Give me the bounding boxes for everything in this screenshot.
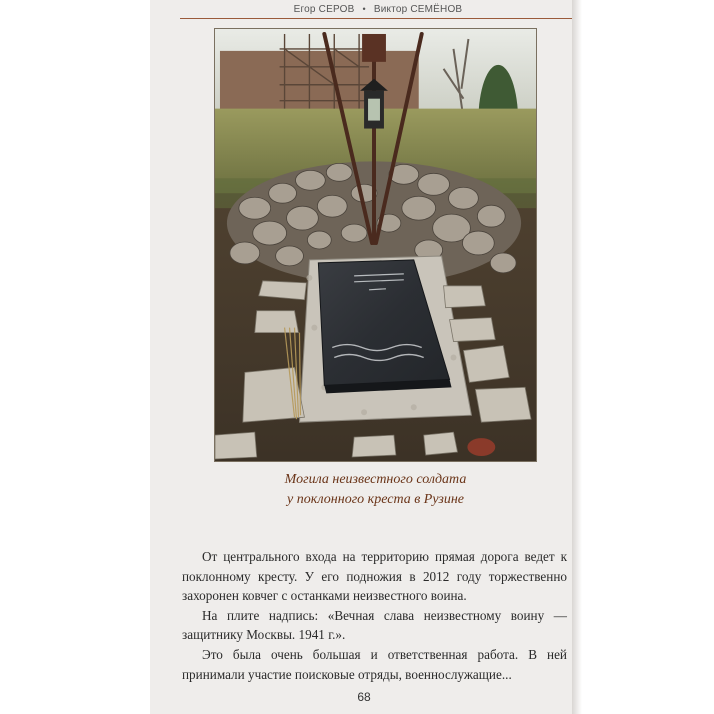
photo-caption xyxy=(214,470,537,510)
grave-photo xyxy=(214,28,537,462)
caption-line-2: у поклонного креста в Рузине xyxy=(286,492,465,507)
paragraph-1: От центрального входа на территорию прямая дорога ведет к поклонному кресту. У его подножия в 2012 году торжественно захоронен ковчег с останками неизвестного воина. xyxy=(182,549,567,604)
page-number: 68 xyxy=(357,690,371,704)
paragraph-3: Это была очень большая и ответственная работа. В ней принимали участие поисковые отряды, военнослужащие... xyxy=(182,646,567,682)
paragraph-2: На плите надпись: «Вечная слава неизвестному воину — защитнику Москвы. 1941 г.». xyxy=(182,607,567,643)
grave-photo-illustration xyxy=(215,29,536,461)
body-text xyxy=(182,547,567,684)
author-name-2: Виктор СЕМЁНОВ xyxy=(373,3,463,15)
caption-line-1: Могила неизвестного солдата xyxy=(284,472,467,487)
author-name-1: Егор СЕРОВ xyxy=(293,3,355,15)
running-head xyxy=(184,0,572,18)
author-separator: • xyxy=(362,4,366,14)
header-rule xyxy=(180,18,572,19)
page-gutter-shadow xyxy=(572,0,582,714)
